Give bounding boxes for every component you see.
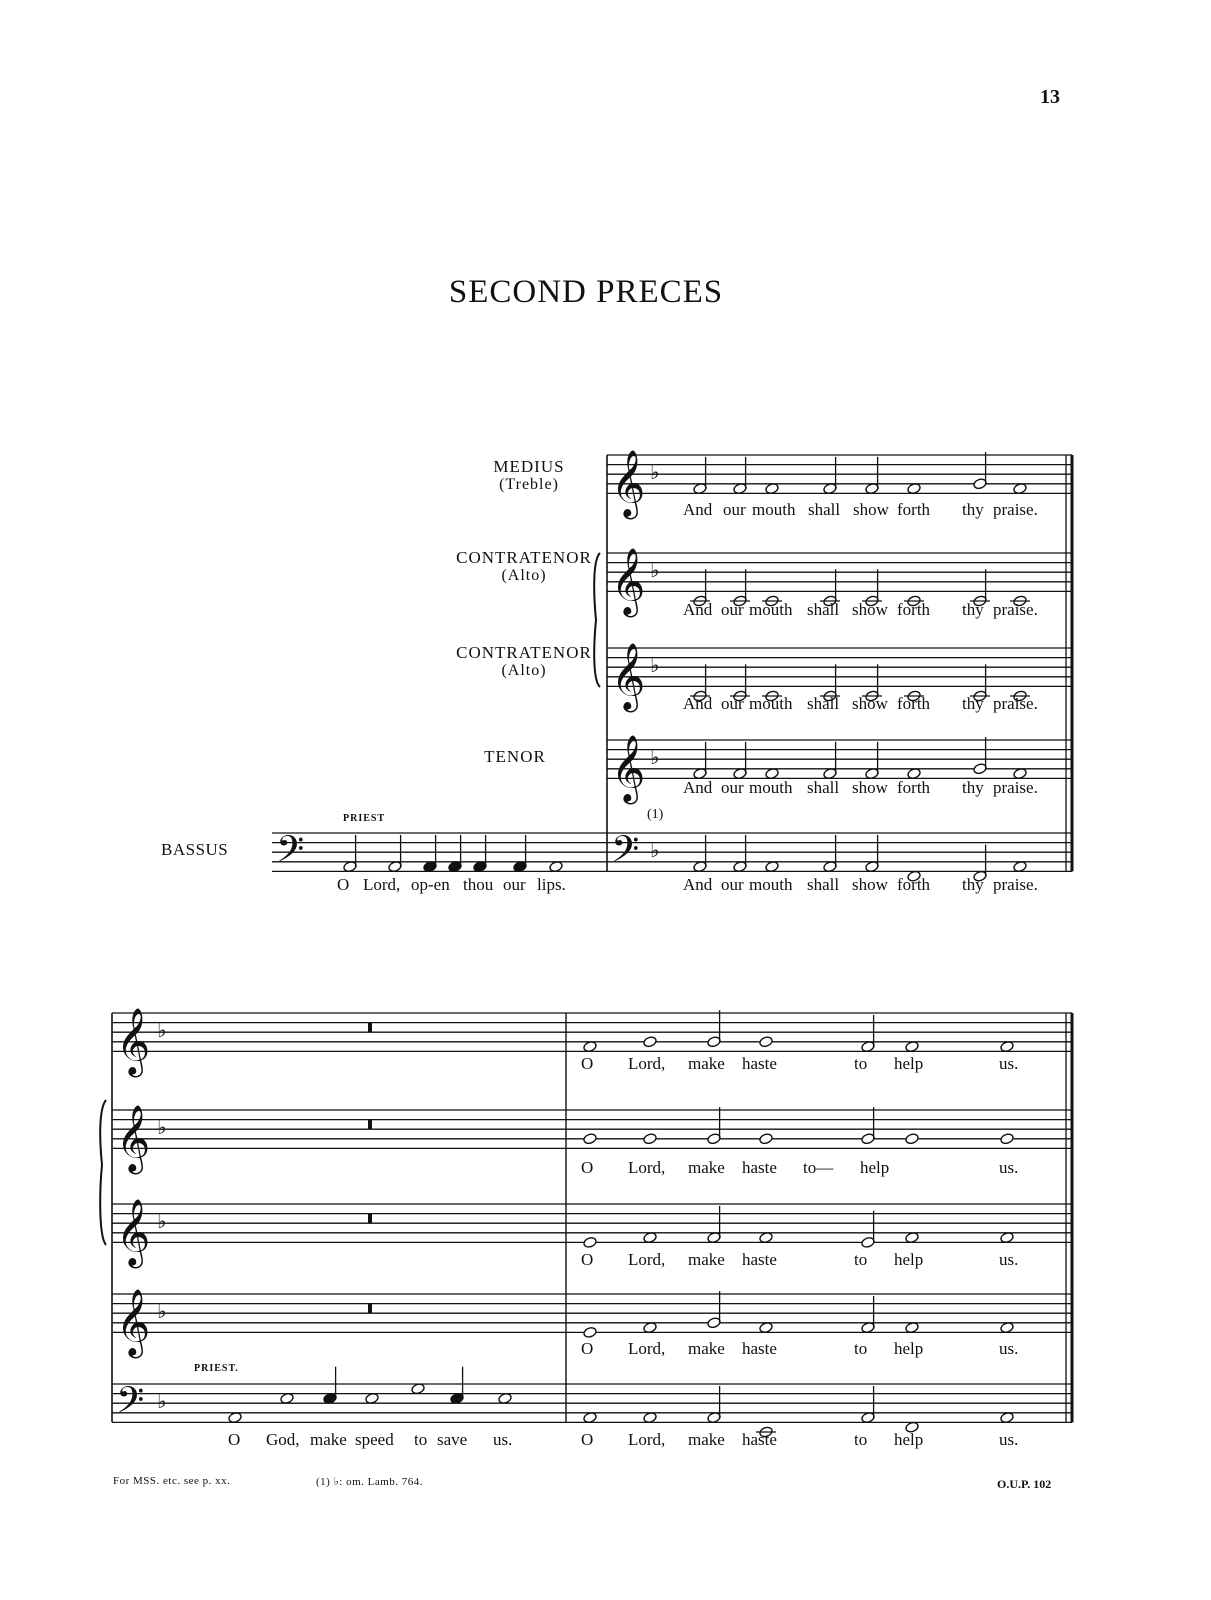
lyric-syllable: to	[414, 1430, 428, 1449]
flat-icon: ♭	[650, 460, 660, 485]
lyric-syllable: help	[894, 1339, 924, 1358]
brace-icon	[100, 1100, 106, 1245]
lyric-syllable: And	[683, 500, 713, 519]
bass-clef-icon: 𝄢	[116, 1379, 145, 1431]
lyric-syllable: Lord,	[628, 1430, 666, 1449]
flat-icon: ♭	[650, 558, 660, 583]
treble-clef-icon: 𝄞	[116, 1006, 151, 1075]
lyric-syllable: mouth	[749, 778, 793, 797]
lyric-syllable: haste	[742, 1158, 777, 1177]
lyric-syllable: praise.	[993, 778, 1038, 797]
voice-subname: (Alto)	[501, 662, 547, 679]
lyric-syllable: save	[437, 1430, 468, 1449]
priest-marker: PRIEST.	[194, 1363, 239, 1374]
lyric-syllable: us.	[493, 1430, 513, 1449]
lyric-syllable: show	[853, 500, 889, 519]
lyric-syllable: forth	[897, 778, 931, 797]
lyric-syllable: lips.	[537, 875, 566, 894]
treble-clef-icon: 𝄞	[611, 546, 646, 615]
note-head	[905, 1133, 920, 1145]
staff-medius	[607, 455, 1072, 493]
lyric-syllable: And	[683, 875, 713, 894]
lyric-syllable: thy	[962, 778, 984, 797]
lyric-syllable: our	[721, 694, 744, 713]
lyric-syllable: O	[581, 1339, 594, 1358]
lyric-syllable: forth	[897, 875, 931, 894]
footnote-mss: For MSS. etc. see p. xx.	[113, 1475, 231, 1487]
lyric-syllable: praise.	[993, 600, 1038, 619]
rest-icon	[368, 1120, 372, 1130]
lyric-syllable: O	[581, 1250, 594, 1269]
lyric-syllable: O	[337, 875, 350, 894]
flat-icon: ♭	[650, 653, 660, 678]
lyric-syllable: to	[854, 1430, 868, 1449]
bass-clef-icon: 𝄢	[611, 828, 640, 880]
lyric-syllable: O	[581, 1054, 594, 1073]
lyric-syllable: And	[683, 600, 713, 619]
lyric-syllable: forth	[897, 500, 931, 519]
lyric-syllable: make	[688, 1158, 725, 1177]
lyric-syllable: speed	[355, 1430, 394, 1449]
lyric-syllable: mouth	[749, 875, 793, 894]
lyric-syllable: make	[310, 1430, 347, 1449]
lyric-syllable: op-en	[411, 875, 450, 894]
flat-icon: ♭	[157, 1299, 167, 1324]
voice-name: MEDIUS	[493, 457, 565, 476]
lyric-syllable: Lord,	[363, 875, 401, 894]
lyric-syllable: our	[503, 875, 526, 894]
treble-clef-icon: 𝄞	[116, 1197, 151, 1266]
staff-contratenor-2	[607, 648, 1072, 686]
note-head	[1000, 1133, 1015, 1145]
lyric-syllable: thy	[962, 694, 984, 713]
lyric-syllable: shall	[807, 600, 840, 619]
lyric-syllable: And	[683, 778, 713, 797]
lyric-syllable: make	[688, 1250, 725, 1269]
staff-contratenor-1	[607, 553, 1072, 591]
lyric-syllable: us.	[999, 1430, 1019, 1449]
footnote-variant: (1) ♭: om. Lamb. 764.	[316, 1476, 424, 1488]
rest-icon	[368, 1023, 372, 1033]
note-head	[759, 1036, 774, 1048]
flat-icon: ♭	[157, 1209, 167, 1234]
lyric-syllable: God,	[266, 1430, 300, 1449]
lyric-syllable: us.	[999, 1054, 1019, 1073]
lyric-syllable: mouth	[749, 694, 793, 713]
lyric-syllable: thou	[463, 875, 494, 894]
lyric-syllable: us.	[999, 1339, 1019, 1358]
publisher-code: O.U.P. 102	[997, 1477, 1052, 1491]
lyric-syllable: show	[852, 778, 888, 797]
lyric-syllable: our	[721, 778, 744, 797]
lyric-syllable: make	[688, 1430, 725, 1449]
treble-clef-icon: 𝄞	[611, 733, 646, 802]
lyric-syllable: Lord,	[628, 1054, 666, 1073]
flat-icon: ♭	[157, 1389, 167, 1414]
lyric-syllable: thy	[962, 500, 984, 519]
note-head	[583, 1133, 598, 1145]
priest-marker: PRIEST	[343, 813, 386, 824]
note-head	[759, 1133, 774, 1145]
lyric-syllable: us.	[999, 1158, 1019, 1177]
lyric-syllable: help	[894, 1054, 924, 1073]
voice-subname: (Treble)	[499, 476, 559, 493]
treble-clef-icon: 𝄞	[116, 1103, 151, 1172]
footnote-marker: (1)	[647, 807, 664, 822]
lyric-syllable: shall	[807, 875, 840, 894]
staff-bassus	[607, 833, 1072, 871]
note-head	[583, 1236, 598, 1248]
lyric-syllable: show	[852, 875, 888, 894]
page-title: SECOND PRECES	[448, 274, 724, 310]
lyric-syllable: help	[894, 1430, 924, 1449]
lyric-syllable: haste	[742, 1339, 777, 1358]
brace-icon	[594, 553, 600, 687]
lyric-syllable: mouth	[749, 600, 793, 619]
lyric-syllable: thy	[962, 875, 984, 894]
flat-icon: ♭	[157, 1115, 167, 1140]
lyric-syllable: show	[852, 600, 888, 619]
lyric-syllable: praise.	[993, 694, 1038, 713]
lyric-syllable: help	[860, 1158, 890, 1177]
voice-name: CONTRATENOR	[456, 643, 592, 662]
lyric-syllable: make	[688, 1054, 725, 1073]
lyric-syllable: O	[228, 1430, 241, 1449]
lyric-syllable: haste	[742, 1430, 777, 1449]
flat-icon: ♭	[650, 838, 660, 863]
lyric-syllable: to	[854, 1339, 868, 1358]
lyric-syllable: praise.	[993, 875, 1038, 894]
staff-tenor	[607, 740, 1072, 778]
lyric-syllable: forth	[897, 694, 931, 713]
rest-icon	[368, 1214, 372, 1224]
staff-contratenor-2-2	[112, 1204, 1072, 1242]
lyric-syllable: haste	[742, 1250, 777, 1269]
lyric-syllable: Lord,	[628, 1339, 666, 1358]
bass-clef-icon: 𝄢	[276, 828, 305, 880]
note-head	[583, 1326, 598, 1338]
lyric-syllable: Lord,	[628, 1250, 666, 1269]
lyric-syllable: our	[721, 875, 744, 894]
flat-icon: ♭	[650, 745, 660, 770]
lyric-syllable: And	[683, 694, 713, 713]
treble-clef-icon: 𝄞	[116, 1287, 151, 1356]
lyric-syllable: thy	[962, 600, 984, 619]
lyric-syllable: to	[854, 1054, 868, 1073]
lyric-syllable: haste	[742, 1054, 777, 1073]
lyric-syllable: our	[721, 600, 744, 619]
treble-clef-icon: 𝄞	[611, 641, 646, 710]
lyric-syllable: our	[723, 500, 746, 519]
flat-icon: ♭	[157, 1018, 167, 1043]
lyric-syllable: to	[854, 1250, 868, 1269]
lyric-syllable: shall	[808, 500, 841, 519]
lyric-syllable: show	[852, 694, 888, 713]
lyric-syllable: forth	[897, 600, 931, 619]
staff-tenor-2	[112, 1294, 1072, 1332]
voice-name: TENOR	[484, 747, 546, 766]
lyric-syllable: make	[688, 1339, 725, 1358]
lyric-syllable: help	[894, 1250, 924, 1269]
lyric-syllable: Lord,	[628, 1158, 666, 1177]
rest-icon	[368, 1304, 372, 1314]
note-head	[643, 1036, 658, 1048]
lyric-syllable: shall	[807, 694, 840, 713]
page-number: 13	[1040, 86, 1060, 108]
lyric-syllable: shall	[807, 778, 840, 797]
lyric-syllable: praise.	[993, 500, 1038, 519]
voice-name: CONTRATENOR	[456, 548, 592, 567]
lyric-syllable: mouth	[752, 500, 796, 519]
note-head	[643, 1133, 658, 1145]
lyric-syllable: O	[581, 1158, 594, 1177]
lyric-syllable: to—	[803, 1158, 834, 1177]
lyric-syllable: O	[581, 1430, 594, 1449]
voice-label-bassus: BASSUS	[161, 840, 229, 859]
voice-subname: (Alto)	[501, 567, 547, 584]
treble-clef-icon: 𝄞	[611, 448, 646, 517]
lyric-syllable: us.	[999, 1250, 1019, 1269]
